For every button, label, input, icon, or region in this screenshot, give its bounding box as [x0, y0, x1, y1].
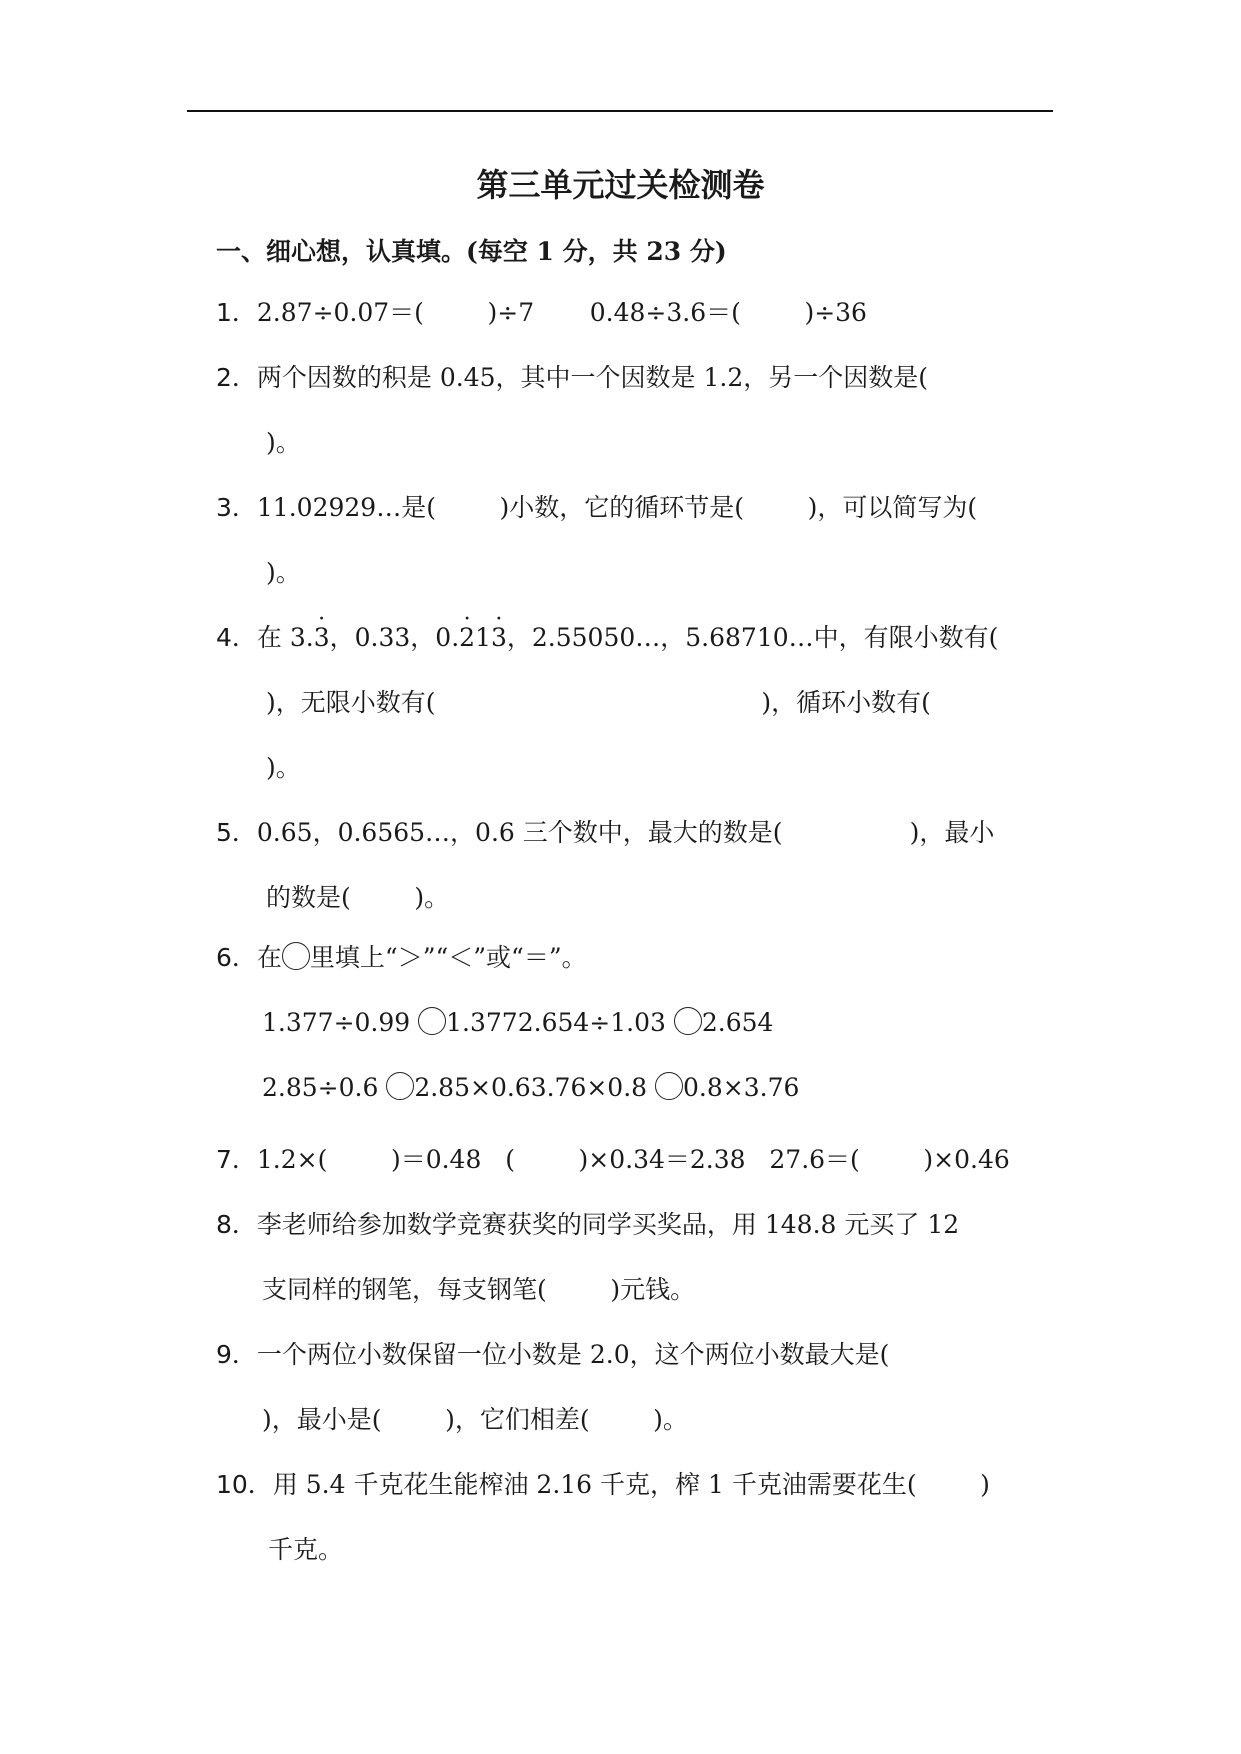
question-8 [216, 1208, 959, 1242]
expression: 2.85÷0.6 [262, 1073, 387, 1102]
comparison-row-1 [262, 1006, 773, 1040]
expression: 2.654 [701, 1008, 774, 1037]
repeating-digit: · 3 [491, 621, 507, 655]
question-text: 用 5.4 千克花生能榨油 2.16 千克，榨 1 千克油需要花生( ) [272, 1470, 990, 1499]
section-heading: 一、细心想，认真填。(每空 1 分，共 23 分) [216, 237, 727, 266]
answer-circle[interactable] [418, 1007, 446, 1035]
question-number: 9． [216, 1340, 257, 1369]
question-9 [216, 1338, 889, 1372]
question-2 [216, 361, 928, 395]
question-text: 里填上“＞”“＜”或“＝”。 [309, 943, 587, 972]
question-number: 7． [216, 1145, 257, 1174]
question-text: 1 [475, 623, 491, 652]
question-text: 李老师给参加数学竞赛获奖的同学买奖品，用 148.8 元买了 12 [256, 1210, 960, 1239]
repeating-digit: · 2 [459, 621, 475, 655]
question-3-cont: )。 [266, 558, 301, 587]
question-9-cont: )，最小是( )，它们相差( )。 [262, 1405, 688, 1434]
question-number: 2． [216, 363, 257, 392]
question-10 [216, 1468, 990, 1502]
expression: 1.377÷0.99 [262, 1008, 419, 1037]
question-5-cont: 的数是( )。 [266, 883, 450, 912]
question-number: 10． [216, 1470, 273, 1499]
answer-circle[interactable] [386, 1072, 414, 1100]
question-8-cont: 支同样的钢笔，每支钢笔( )元钱。 [262, 1275, 696, 1304]
question-4-cont: )。 [266, 753, 301, 782]
question-text: 两个因数的积是 0.45，其中一个因数是 1.2，另一个因数是( [256, 363, 928, 392]
expression: 1.3772.654÷1.03 [446, 1008, 674, 1037]
question-5 [216, 816, 994, 850]
question-10-cont: 千克。 [268, 1535, 344, 1564]
question-7 [216, 1143, 1010, 1177]
question-number: 8． [216, 1210, 257, 1239]
answer-circle[interactable] [655, 1072, 683, 1100]
question-number: 4． [216, 623, 257, 652]
question-text: 0.65，0.6565…，0.6 三个数中，最大的数是( )，最小 [256, 818, 995, 847]
comparison-row-2 [262, 1071, 799, 1105]
header-rule [187, 110, 1053, 112]
question-text: ，2.55050…，5.68710…中，有限小数有( [506, 623, 999, 652]
question-text: 2.87÷0.07＝( )÷7 0.48÷3.6＝( )÷36 [256, 298, 867, 327]
question-1 [216, 296, 867, 330]
question-number: 5． [216, 818, 257, 847]
page-title: 第三单元过关检测卷 [476, 166, 765, 204]
question-2-cont: )。 [266, 428, 301, 457]
repeating-digit: · 3 [314, 621, 330, 655]
question-6 [216, 941, 587, 975]
question-text: 在 3. [256, 623, 314, 652]
answer-circle[interactable] [674, 1007, 702, 1035]
question-text: 1.2×( )＝0.48 ( )×0.34＝2.38 27.6＝( )×0.46 [256, 1145, 1010, 1174]
question-number: 3． [216, 493, 257, 522]
question-number: 1． [216, 298, 257, 327]
question-text: 在 [256, 943, 282, 972]
question-4 [216, 621, 998, 655]
question-text: ，0.33，0. [329, 623, 460, 652]
expression: 2.85×0.63.76×0.8 [414, 1073, 656, 1102]
comparison-circle-icon [282, 942, 310, 970]
question-text: 一个两位小数保留一位小数是 2.0，这个两位小数最大是( [256, 1340, 890, 1369]
question-text: 11.02929…是( )小数，它的循环节是( )，可以简写为( [256, 493, 978, 522]
question-number: 6． [216, 943, 257, 972]
question-4-cont: )，无限小数有( )，循环小数有( [266, 688, 931, 717]
expression: 0.8×3.76 [683, 1073, 800, 1102]
question-3 [216, 491, 977, 525]
